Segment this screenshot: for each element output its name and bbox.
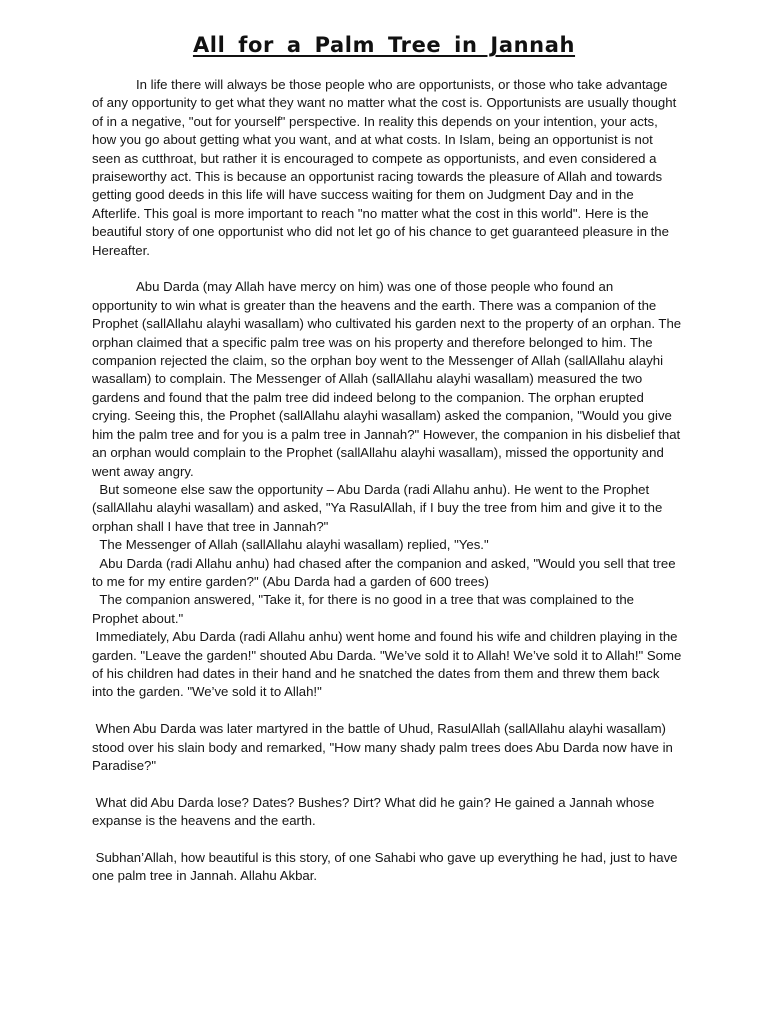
paragraph-uhud: When Abu Darda was later martyred in the battle of Uhud, RasulAllah (sallAllahu alayhi wasallam) stood over his slain body and remarked, "How many shady palm trees does Abu Darda now have in Paradise?" (92, 721, 677, 773)
document-body (92, 76, 685, 886)
paragraph-reply: The Messenger of Allah (sallAllahu alayhi wasallam) replied, "Yes." (92, 537, 489, 553)
paragraph-offer: Abu Darda (radi Allahu anhu) had chased after the companion and asked, "Would you sell that tree to me for my entire garden?" (Abu Darda had a garden of 600 trees) (92, 555, 680, 589)
paragraph-question: What did Abu Darda lose? Dates? Bushes? Dirt? What did he gain? He gained a Jannah whose expanse is the heavens and the earth. (92, 794, 658, 829)
paragraph-story: Abu Darda (may Allah have mercy on him) was one of those people who found an opportunity to win what is greater than the heavens and the earth. There was a companion of the Prophet (sallAllahu alayhi wasallam) who cultivated his garden next to the property of an orphan. The orphan claimed that a specific palm tree was on his property and therefore belonged to him. The companion rejected the claim, so the orphan boy went to the Messenger of Allah (sallAllahu alayhi wasallam) to complain. The Messenger of Allah (sallAllahu alayhi wasallam) measured the two gardens and found that the palm tree did indeed belong to the companion. The orphan erupted crying. Seeing this, the Prophet (sallAllahu alayhi wasallam) asked the companion, "Would you give him the palm tree and for you is a palm tree in Jannah?" However, the companion in his disbelief that an orphan would complain to the Prophet (sallAllahu alayhi wasallam), missed the opportunity and went away angry. (92, 279, 685, 479)
paragraph-conclusion: Subhan’Allah, how beautiful is this story, of one Sahabi who gave up everything he had, just to have one palm tree in Jannah. Allahu Akbar. (92, 850, 682, 884)
paragraph-gap (92, 702, 682, 720)
paragraph-intro: In life there will always be those people who are opportunists, or those who take advantage of any opportunity to get what they want no matter what the cost is. Opportunists are usually thought of in a negative, "out for yourself" perspective. In reality this depends on your intention, your acts, how you go about getting what you want, and at what costs. In Islam, being an opportunist is not seen as cutthroat, but rather it is encouraged to compete as opportunists, and even considered a praiseworthy act. This is because an opportunist racing towards the pleasure of Allah and towards getting good deeds in this life will have success waiting for them on Judgment Day and in the Afterlife. This goal is more important to reach "no matter what the cost in this world". Here is the beautiful story of one opportunist who did not let go of his chance to get guaranteed pleasure in the Hereafter. (92, 77, 680, 258)
paragraph-gap (92, 831, 682, 849)
paragraph-gap (92, 260, 682, 278)
paragraph-gap (92, 775, 682, 793)
page-title: All for a Palm Tree in Jannah (192, 33, 576, 57)
paragraph-answer: The companion answered, "Take it, for there is no good in a tree that was complained to the Prophet about." (92, 592, 638, 626)
paragraph-opportunity: But someone else saw the opportunity – Abu Darda (radi Allahu anhu). He went to the Prophet (sallAllahu alayhi wasallam) and asked, "Ya RasulAllah, if I buy the tree from him and give it to the orphan shall I have that tree in Jannah?" (92, 481, 666, 534)
paragraph-garden: Immediately, Abu Darda (radi Allahu anhu) went home and found his wife and children playing in the garden. "Leave the garden!" shouted Abu Darda. "We’ve sold it to Allah! We’ve sold it to Allah!" Some of his children had dates in their hand and he snatched the dates from them and threw them back into the garden. "We’ve sold it to Allah!" (92, 629, 685, 700)
